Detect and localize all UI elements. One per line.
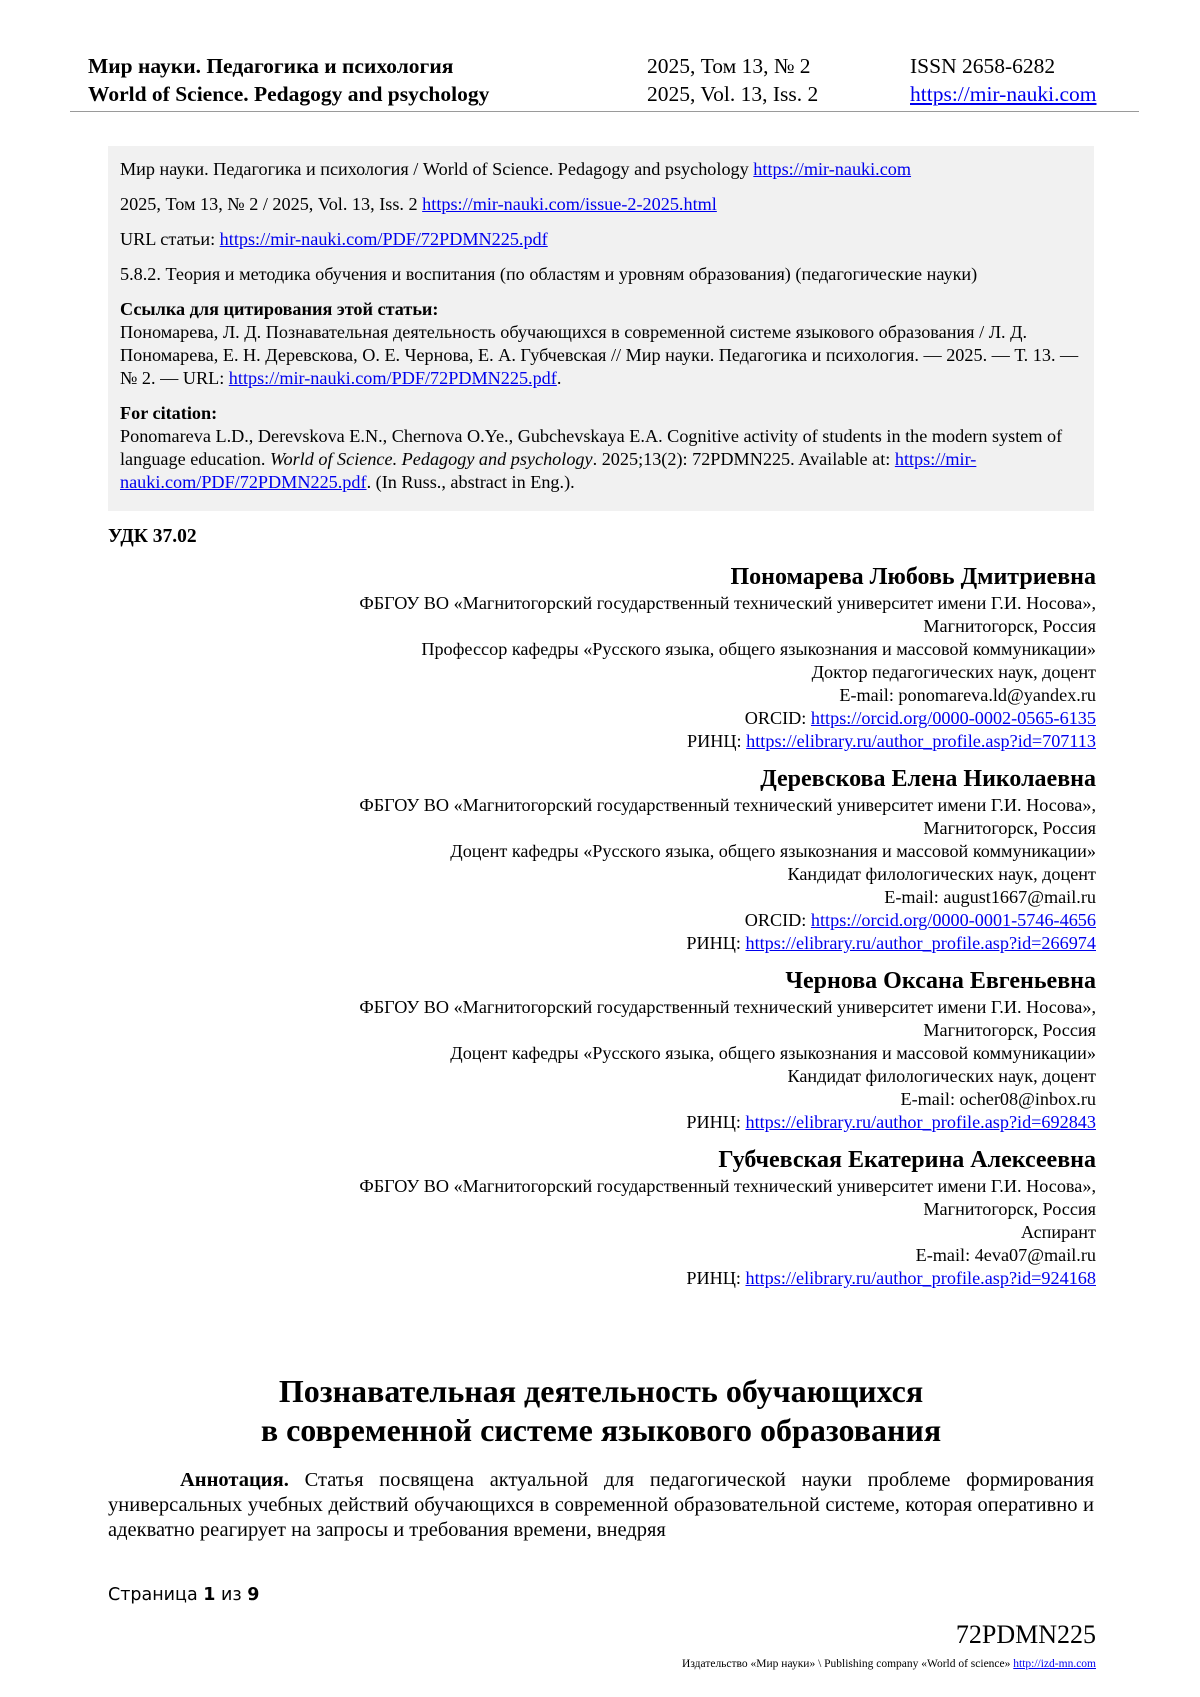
rinc-link[interactable]: https://elibrary.ru/author_profile.asp?id=266974	[745, 933, 1096, 953]
cite-en-link[interactable]: https://mir-nauki.com/PDF/72PDMN225.pdf	[120, 449, 977, 492]
article-url-line: URL статьи: https://mir-nauki.com/PDF/72PDMN225.pdf	[120, 229, 548, 249]
article-code: 72PDMN225	[955, 1620, 1096, 1649]
author-city: Магнитогорск, Россия	[923, 616, 1096, 636]
author-affiliation: ФБГОУ ВО «Магнитогорский государственный технический университет имени Г.И. Носова»,	[359, 1176, 1096, 1196]
orcid-link[interactable]: https://orcid.org/0000-0001-5746-4656	[810, 910, 1096, 930]
journal-line: Мир науки. Педагогика и психология / World of Science. Pedagogy and psychology https://mir-nauki.com	[120, 159, 912, 179]
authors-block	[196, 562, 1096, 1301]
author-email: E-mail: 4eva07@mail.ru	[915, 1245, 1096, 1265]
issn: ISSN 2658-6282	[910, 54, 1056, 78]
cite-ru-heading: Ссылка для цитирования этой статьи:	[120, 299, 439, 319]
author-position: Доцент кафедры «Русского языка, общего языкознания и массовой коммуникации»	[450, 1043, 1096, 1063]
publisher-line: Издательство «Мир науки» \ Publishing company «World of science» http://izd-mn.com	[682, 1658, 1096, 1670]
specialty-line: 5.8.2. Теория и методика обучения и воспитания (по областям и уровням образования) (педагогические науки)	[120, 264, 978, 284]
issue-en: 2025, Vol. 13, Iss. 2	[647, 82, 819, 106]
author-block	[196, 764, 1096, 955]
author-email: E-mail: ponomareva.ld@yandex.ru	[839, 685, 1096, 705]
author-degree: Доктор педагогических наук, доцент	[811, 662, 1096, 682]
author-name: Чернова Оксана Евгеньевна	[785, 968, 1096, 994]
author-block	[196, 562, 1096, 753]
author-rinc: РИНЦ: https://elibrary.ru/author_profile.asp?id=924168	[686, 1268, 1096, 1288]
author-block	[196, 1145, 1096, 1290]
author-city: Магнитогорск, Россия	[923, 1199, 1096, 1219]
annotation-text: Статья посвящена актуальной для педагогической науки проблеме формирования универсальных учебных действий обучающихся в современной образовательной системе, которая оперативно и адекватно реагирует на запросы и требования времени, внедряя	[108, 1469, 1094, 1541]
issue-line: 2025, Том 13, № 2 / 2025, Vol. 13, Iss. 2 https://mir-nauki.com/issue-2-2025.html	[120, 194, 717, 214]
author-orcid: ORCID: https://orcid.org/0000-0001-5746-4656	[744, 910, 1096, 930]
rinc-link[interactable]: https://elibrary.ru/author_profile.asp?id=707113	[746, 731, 1096, 751]
author-name: Губчевская Екатерина Алексеевна	[718, 1147, 1096, 1173]
author-affiliation: ФБГОУ ВО «Магнитогорский государственный технический университет имени Г.И. Носова»,	[359, 593, 1096, 613]
author-rinc: РИНЦ: https://elibrary.ru/author_profile.asp?id=266974	[686, 933, 1096, 953]
orcid-link[interactable]: https://orcid.org/0000-0002-0565-6135	[810, 708, 1096, 728]
author-name: Деревскова Елена Николаевна	[760, 766, 1096, 792]
annotation-label: Аннотация.	[180, 1469, 289, 1491]
article-url-link[interactable]: https://mir-nauki.com/PDF/72PDMN225.pdf	[219, 229, 548, 249]
citation-info-box	[108, 146, 1094, 511]
author-rinc: РИНЦ: https://elibrary.ru/author_profile.asp?id=692843	[686, 1112, 1096, 1132]
journal-name-en: World of Science. Pedagogy and psychology	[88, 82, 490, 106]
page-counter: Страница 1 из 9	[108, 1585, 260, 1605]
author-position: Аспирант	[1020, 1222, 1096, 1242]
author-city: Магнитогорск, Россия	[923, 1020, 1096, 1040]
author-degree: Кандидат филологических наук, доцент	[787, 864, 1096, 884]
header-divider	[70, 111, 1139, 112]
author-name: Пономарева Любовь Дмитриевна	[730, 564, 1096, 590]
journal-line-link[interactable]: https://mir-nauki.com	[753, 159, 912, 179]
cite-ru-text: Пономарева, Л. Д. Познавательная деятельность обучающихся в современной системе языкового образования / Л. Д. Пономарева, Е. Н. Деревскова, О. Е. Чернова, Е. А. Губчевская // Мир науки. Педагогика и психология. — 2025. — Т. 13. — № 2. — URL: https://mir-nauki.com/PDF/72PDMN225.pdf.	[120, 322, 1079, 388]
author-position: Доцент кафедры «Русского языка, общего языкознания и массовой коммуникации»	[450, 841, 1096, 861]
rinc-link[interactable]: https://elibrary.ru/author_profile.asp?id=692843	[745, 1112, 1096, 1132]
author-email: E-mail: ocher08@inbox.ru	[900, 1089, 1096, 1109]
author-affiliation: ФБГОУ ВО «Магнитогорский государственный технический университет имени Г.И. Носова»,	[359, 997, 1096, 1017]
article-title: Познавательная деятельность обучающихся в современной системе языкового образования	[260, 1373, 942, 1448]
journal-name-ru: Мир науки. Педагогика и психология	[88, 54, 454, 78]
annotation-paragraph	[108, 1468, 1094, 1543]
author-orcid: ORCID: https://orcid.org/0000-0002-0565-6135	[744, 708, 1096, 728]
udk-code: УДК 37.02	[108, 526, 197, 547]
cite-ru-link[interactable]: https://mir-nauki.com/PDF/72PDMN225.pdf	[228, 368, 557, 388]
author-affiliation: ФБГОУ ВО «Магнитогорский государственный технический университет имени Г.И. Носова»,	[359, 795, 1096, 815]
cite-en-heading: For citation:	[120, 403, 218, 423]
author-rinc: РИНЦ: https://elibrary.ru/author_profile.asp?id=707113	[687, 731, 1096, 751]
author-email: E-mail: august1667@mail.ru	[884, 887, 1096, 907]
author-degree: Кандидат филологических наук, доцент	[787, 1066, 1096, 1086]
issue-ru: 2025, Том 13, № 2	[647, 54, 811, 78]
publisher-link[interactable]: http://izd-mn.com	[1013, 1658, 1096, 1670]
cite-en-text: Ponomareva L.D., Derevskova E.N., Chernova O.Ye., Gubchevskaya E.A. Cognitive activity of students in the modern system of language education. World of Science. Pedagogy and psychology. 2025;13(2): 72PDMN225. Available at: https://mir-nauki.com/PDF/72PDMN225.pdf. (In Russ., abstract in Eng.).	[120, 426, 1063, 492]
issue-link[interactable]: https://mir-nauki.com/issue-2-2025.html	[422, 194, 717, 214]
author-block	[196, 966, 1096, 1134]
journal-site-link[interactable]: https://mir-nauki.com	[910, 82, 1097, 106]
author-city: Магнитогорск, Россия	[923, 818, 1096, 838]
rinc-link[interactable]: https://elibrary.ru/author_profile.asp?id=924168	[745, 1268, 1096, 1288]
author-position: Профессор кафедры «Русского языка, общего языкознания и массовой коммуникации»	[421, 639, 1096, 659]
